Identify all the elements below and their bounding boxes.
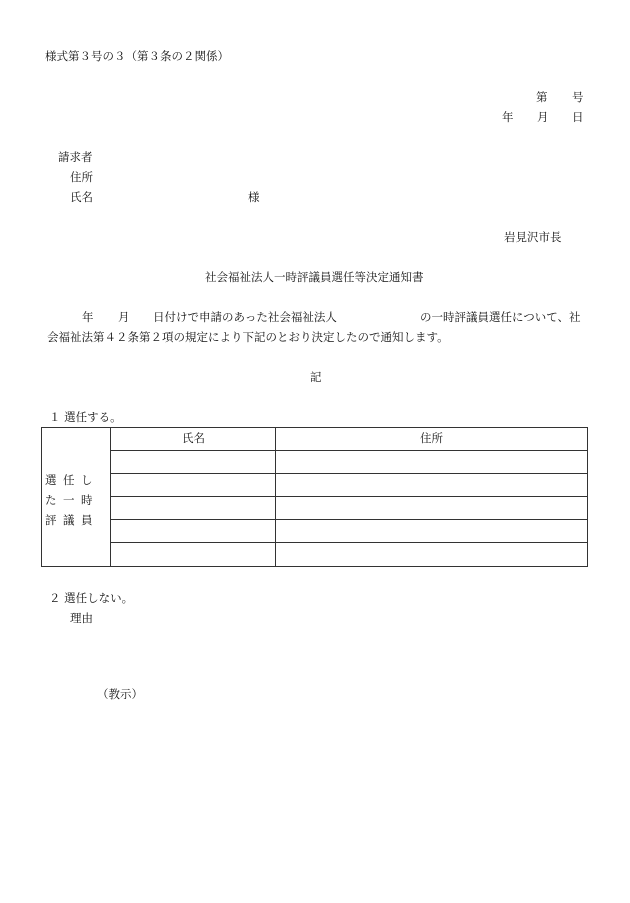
row-header-appointed: 選任した一時評議員 xyxy=(45,473,99,527)
body-after-blank: の一時評議員選任について、社 xyxy=(420,310,581,324)
body-day-text: 日付けで申請のあった社会福祉法人 xyxy=(153,310,337,324)
table-divider-header xyxy=(110,427,111,567)
table-border-bottom xyxy=(41,566,588,567)
table-row-line xyxy=(110,473,588,474)
table-border-top xyxy=(41,427,588,428)
table-border-left xyxy=(41,427,42,567)
table-row-line xyxy=(110,542,588,543)
table-divider-columns xyxy=(275,427,276,567)
date-month: 月 xyxy=(537,110,549,124)
name-label: 氏名 xyxy=(70,190,93,204)
date-year: 年 xyxy=(502,110,514,124)
requester-label: 請求者 xyxy=(58,150,93,164)
section1-heading: １ 選任する。 xyxy=(49,410,122,424)
section2-heading: ２ 選任しない。 xyxy=(49,591,134,605)
sender: 岩見沢市長 xyxy=(504,230,562,244)
form-id: 様式第３号の３（第３条の２関係） xyxy=(45,49,229,63)
body-year: 年 xyxy=(82,310,94,324)
instruction: （教示） xyxy=(97,687,143,701)
number-go: 号 xyxy=(572,90,584,104)
number-dai: 第 xyxy=(536,90,548,104)
col-header-name: 氏名 xyxy=(182,431,205,445)
honorific: 様 xyxy=(248,190,260,204)
body-line-2: 会福祉法第４２条第２項の規定により下記のとおり決定したので通知します。 xyxy=(47,330,449,344)
document-title: 社会福祉法人一時評議員選任等決定通知書 xyxy=(205,270,424,284)
ki-heading: 記 xyxy=(310,370,322,384)
table-row-line xyxy=(110,496,588,497)
body-month: 月 xyxy=(118,310,130,324)
table-row-line xyxy=(110,519,588,520)
table-row-line xyxy=(110,450,588,451)
table-border-right xyxy=(587,427,588,567)
address-label: 住所 xyxy=(70,170,93,184)
date-day: 日 xyxy=(572,110,584,124)
reason-label: 理由 xyxy=(70,611,93,625)
col-header-address: 住所 xyxy=(420,431,443,445)
